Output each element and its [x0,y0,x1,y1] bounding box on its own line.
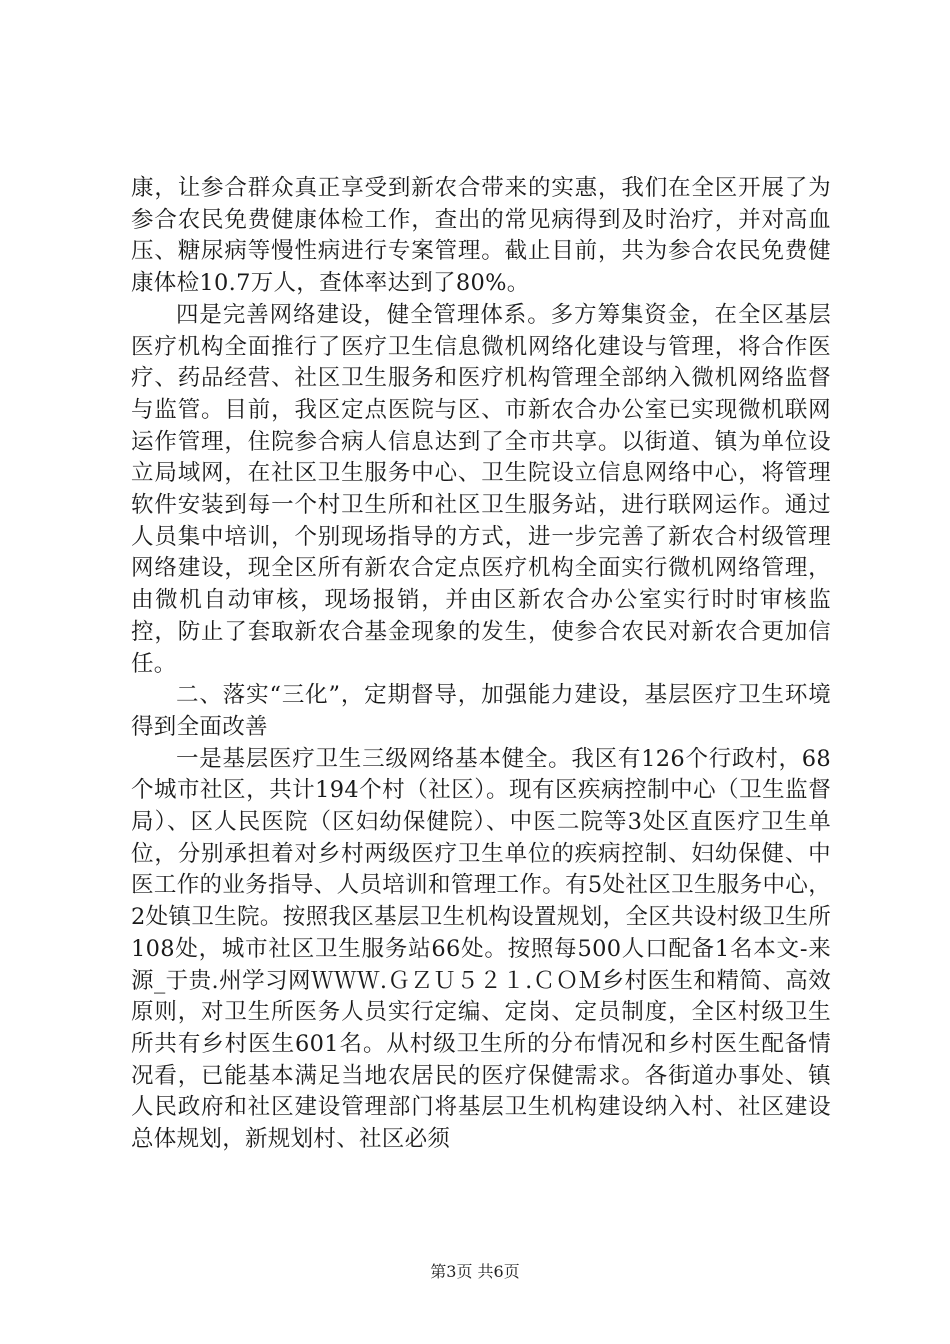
section-heading-two: 二、落实“三化”，定期督导，加强能力建设，基层医疗卫生环境得到全面改善 [131,682,831,740]
paragraph-three-level-network: 一是基层医疗卫生三级网络基本健全。我区有126个行政村，68个城市社区，共计194个村（社区）。现有区疾病控制中心（卫生监督局）、区人民医院（区妇幼保健院）、中医二院等3处区直医疗卫生单位，分别承担着对乡村两级医疗卫生单位的疾病控制、妇幼保健、中医工作的业务指导、人员培训和管理工作。有5处社区卫生服务中心，2处镇卫生院。按照我区基层卫生机构设置规划，全区共设村级卫生所108处，城市社区卫生服务站66处。按照每500人口配备1名本文-来源_于贵.州学习网ＷＷＷ.ＧＺＵ５２１.ＣＯＭ乡村医生和精简、高效原则，对卫生所医务人员实行定编、定岗、定员制度，全区村级卫生所共有乡村医生601名。从村级卫生所的分布情况和乡村医生配备情况看，已能基本满足当地农居民的医疗保健需求。各街道办事处、镇人民政府和社区建设管理部门将基层卫生机构建设纳入村、社区建设总体规划，新规划村、社区必须 [131,745,831,1153]
paragraph-network-building: 四是完善网络建设，健全管理体系。多方筹集资金，在全区基层医疗机构全面推行了医疗卫生信息微机网络化建设与管理，将合作医疗、药品经营、社区卫生服务和医疗机构管理全部纳入微机网络监督与监管。目前，我区定点医院与区、市新农合办公室已实现微机联网运作管理，住院参合病人信息达到了全市共享。以街道、镇为单位设立局域网，在社区卫生服务中心、卫生院设立信息网络中心，将管理软件安装到每一个村卫生所和社区卫生服务站，进行联网运作。通过人员集中培训，个别现场指导的方式，进一步完善了新农合村级管理网络建设，现全区所有新农合定点医疗机构全面实行微机网络管理，由微机自动审核，现场报销，并由区新农合办公室实行时时审核监控，防止了套取新农合基金现象的发生，使参合农民对新农合更加信任。 [131,301,831,677]
body-text [131,173,831,1156]
paragraph-health-check: 康，让参合群众真正享受到新农合带来的实惠，我们在全区开展了为参合农民免费健康体检工作，查出的常见病得到及时治疗，并对高血压、糖尿病等慢性病进行专案管理。截止目前，共为参合农民免费健康体检10.7万人，查体率达到了80%。 [131,175,831,297]
page-footer: 第3页 共6页 [430,1262,520,1281]
